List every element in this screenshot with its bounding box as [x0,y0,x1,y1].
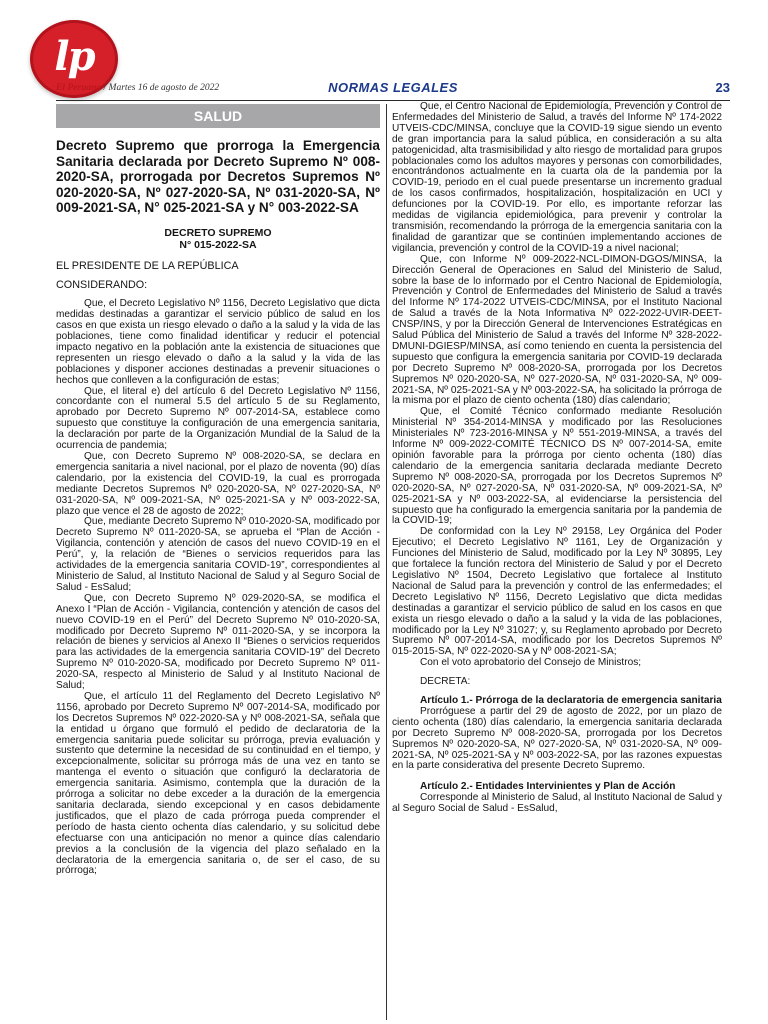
article-1-body: Prorróguese a partir del 29 de agosto de 2022, por un plazo de ciento ochenta (180) días calendario, la emergencia sanitaria declarada por Decreto Supremo Nº 008-2020-SA, prorrogada por los Decretos Supremos Nº 020-2020-SA, Nº 027-2020-SA, Nº 031-2020-SA, Nº 009-2021-SA, Nº 025-2021-SA y Nº 003-2022-SA, por las razones expuestas en la parte considerativa del presente Decreto Supremo. [392,705,722,772]
left-column [56,104,380,877]
considerando-paragraph: Que, el Comité Técnico conformado mediante Resolución Ministerial Nº 354-2014-MINSA y modificado por las Resoluciones Ministeriales Nº 723-2016-MINSA y Nº 551-2019-MINSA, a través del Informe Nº 009-2022-COMITÉ TÉCNICO DS Nº 007-2014-SA, emite opinión favorable para la prórroga por ciento ochenta (180) días calendario de la emergencia sanitaria declarada mediante Decreto Supremo Nº 008-2020-SA, prorrogada por los Decretos Supremos Nº 020-2020-SA, Nº 027-2020-SA, Nº 031-2020-SA, Nº 009-2021-SA, Nº 025-2021-SA y Nº 003-2022-SA, al evidenciarse la persistencia del supuesto que ha configurado la emergencia sanitaria por la pandemia de la COVID-19; [392,406,722,527]
page-number: 23 [715,80,730,95]
publication-name: El Peruano [56,83,102,93]
decreta-label: DECRETA: [420,676,471,688]
decree-title: Decreto Supremo que prorroga la Emergencia Sanitaria declarada por Decreto Supremo Nº 008-2020-SA, prorrogada por Decretos Supremos Nº 020-2020-SA, Nº 027-2020-SA, Nº 031-2020-SA, Nº 009-2021-SA, N° 025-2021-SA y N° 003-2022-SA [56,138,380,215]
considerando-paragraph: Que, el literal e) del artículo 6 del Decreto Legislativo Nº 1156, concordante con el numeral 5.5 del artículo 5 de su Reglamento, aprobado por Decreto Supremo Nº 007-2014-SA, establece como supuesto que constituye la configuración de una emergencia sanitaria, la declaración por parte de la Organización Mundial de la Salud de la ocurrencia de pandemia; [56,385,380,452]
president-line: EL PRESIDENTE DE LA REPÚBLICA [56,259,239,272]
right-column [392,102,722,815]
article-1-heading: Artículo 1.- Prórroga de la declaratoria de emergencia sanitaria [420,695,722,707]
column-divider [386,104,387,1020]
considerando-paragraph: Que, con Decreto Supremo Nº 029-2020-SA, se modifica el Anexo I “Plan de Acción - Vigilancia, contención y atención de casos del nuevo COVID-19 en el Perú” del Decreto Supremo Nº 010-2020-SA, modificado por Decreto Supremo Nº 011-2020-SA, y se incorpora la relación de bienes y servicios al Anexo II “Bienes o servicios requeridos para las actividades de la emergencia sanitaria COVID-19” del Decreto Supremo Nº 010-2020-SA, modificado por Decreto Supremo Nº 011-2020-SA, respecto al Ministerio de Salud y al Instituto Nacional de Salud; [56,592,380,692]
considerando-label: CONSIDERANDO: [56,279,148,292]
considerando-paragraph: Que, el Decreto Legislativo Nº 1156, Decreto Legislativo que dicta medidas destinadas a garantizar el servicio público de salud en los casos en que exista un riesgo elevado o daño a la salud y la vida de las poblaciones, tiene como finalidad identificar y reducir el potencial impacto negativo en la población ante la existencia de situaciones que representen un riesgo elevado o daño a la salud y la vida de las poblaciones y disponer acciones destinadas a prevenir situaciones o hechos que conlleven a la configuración de estas; [56,298,380,386]
logo-text: lp [54,33,94,80]
considerando-paragraph: Que, mediante Decreto Supremo Nº 010-2020-SA, modificado por Decreto Supremo Nº 011-2020-SA, se aprueba el “Plan de Acción - Vigilancia, contención y atención de casos del nuevo COVID-19 en el Perú”, y, la relación de “Bienes o servicios requeridos para las actividades de la emergencia sanitaria COVID-19”, correspondientes al Ministerio de Salud, al Instituto Nacional de Salud y al Seguro Social de Salud - EsSalud; [56,516,381,593]
considerando-paragraph: Que, el Centro Nacional de Epidemiología, Prevención y Control de Enfermedades del Ministerio de Salud, a través del Informe Nº 174-2022 UTVEIS-CDC/MINSA, concluye que la COVID-19 sigue siendo un evento de gran importancia para la salud pública, en consideración a su alta patogenicidad, alta trasmisibilidad y alto riesgo de mortalidad para grupos poblacionales como los adultos mayores y personas con comorbilidades, encontrándonos actualmente en la cuarta ola de la pandemia por la COVID-19, periodo en el cual puede presentarse un incremento gradual de los casos confirmados, hospitalización, hospitalización en UCI y defunciones por la COVID-19. Por ello, es importante reforzar las medidas de vigilancia epidemiológica, para prevenir y controlar la transmisión, recomendando la prórroga de la emergencia sanitaria con la finalidad de garantizar que se continúen implementando acciones de vigilancia, prevención y control de la COVID-19 a nivel nacional; [392,101,722,254]
considerando-paragraph: Que, con Decreto Supremo Nº 008-2020-SA, se declara en emergencia sanitaria a nivel nacional, por el plazo de noventa (90) días calendario, por la existencia del COVID-19, la cual es prorrogada mediante Decretos Supremos Nº 020-2020-SA, Nº 027-2020-SA, Nº 031-2020-SA, Nº 009-2021-SA, Nº 025-2021-SA y Nº 003-2022-SA, plazo que vence el 28 de agosto de 2022; [56,451,380,517]
considerando-paragraph: Que, el artículo 11 del Reglamento del Decreto Legislativo Nº 1156, aprobado por Decreto Supremo Nº 007-2014-SA, modificado por los Decretos Supremos Nº 022-2020-SA y Nº 008-2021-SA, señala que la entidad u órgano que formuló el pedido de declaratoria de la emergencia sanitaria puede solicitar su prórroga, previa evaluación y sustento que determine la necesidad de su continuidad en el tiempo, y excepcionalmente, solicitar su prórroga más de una vez en tanto se mantenga el evento o situación que configuró la declaratoria de emergencia sanitaria. Asimismo, contempla que la duración de la prórroga a solicitar no debe exceder a la duración de la emergencia sanitaria declarada, siendo excepcional y en casos debidamente justificados, que el plazo de cada prórroga pueda comprender el período de hasta ciento ochenta días calendario, y su solicitud debe efectuarse con una anticipación no menor a quince días calendario previos a la conclusión de la vigencia del plazo señalado en la declaratoria de la emergencia sanitaria o, de ser el caso, de su prórroga; [56,690,380,877]
decree-label: DECRETO SUPREMO [164,226,272,239]
article-2-heading: Artículo 2.- Entidades Intervinientes y Plan de Acción [420,781,676,793]
considerando-paragraph: Que, con Informe Nº 009-2022-NCL-DIMON-DGOS/MINSA, la Dirección General de Operaciones en Salud del Ministerio de Salud, sobre la base de lo informado por el Centro Nacional de Epidemiología, Prevención y Control de Enfermedades del Ministerio de Salud a través del Informe Nº 174-2022 UTVEIS-CDC/MINSA, por el Instituto Nacional de Salud a través de la Nota Informativa Nº 022-2022-UVIR-DEET-CNSP/INS, y por la Dirección General de Intervenciones Estratégicas en Salud Pública del Ministerio de Salud a través del Informe Nº 328-2022-DMUNI-DGIESP/MINSA, así como teniendo en cuenta la persistencia del supuesto que configura la emergencia sanitaria por COVID-19 declarada por Decreto Supremo Nº 008-2020-SA, prorrogada por los Decretos Supremos Nº 020-2020-SA, Nº 027-2020-SA, Nº 031-2020-SA, Nº 009-2021-SA, Nº 025-2021-SA y Nº 003-2022-SA, ha solicitado la prórroga de la misma por el plazo de ciento ochenta (180) días calendario; [392,253,722,407]
considerando-paragraph: De conformidad con la Ley Nº 29158, Ley Orgánica del Poder Ejecutivo; el Decreto Legislativo Nº 1161, Ley de Organización y Funciones del Ministerio de Salud, modificado por la Ley Nº 30895, Ley que fortalece la función rectora del Ministerio de Salud y por el Decreto Legislativo Nº 1504, Decreto Legislativo que fortalece al Instituto Nacional de Salud para la prevención y control de las enfermedades; el Decreto Legislativo Nº 1156, Decreto Legislativo que dicta medidas destinadas a garantizar el servicio público de salud en los casos en que exista un riesgo elevado o daño a la salud y la vida de las poblaciones, modificado por la Ley Nº 31027; y, su Reglamento aprobado por Decreto Supremo Nº 007-2014-SA, modificado por los Decretos Supremos Nº 015-2015-SA, Nº 022-2020-SA y Nº 008-2021-SA; [392,526,722,658]
page-header [56,80,730,101]
considerando-paragraph: Con el voto aprobatorio del Consejo de Ministros; [420,657,642,669]
article-2-body: Corresponde al Ministerio de Salud, al Instituto Nacional de Salud y al Seguro Social de Salud - EsSalud, [392,792,722,815]
section-name: NORMAS LEGALES [328,80,458,95]
publication-date: / Martes 16 de agosto de 2022 [103,83,220,93]
decree-number: N° 015-2022-SA [179,238,257,251]
section-banner: SALUD [56,104,380,128]
